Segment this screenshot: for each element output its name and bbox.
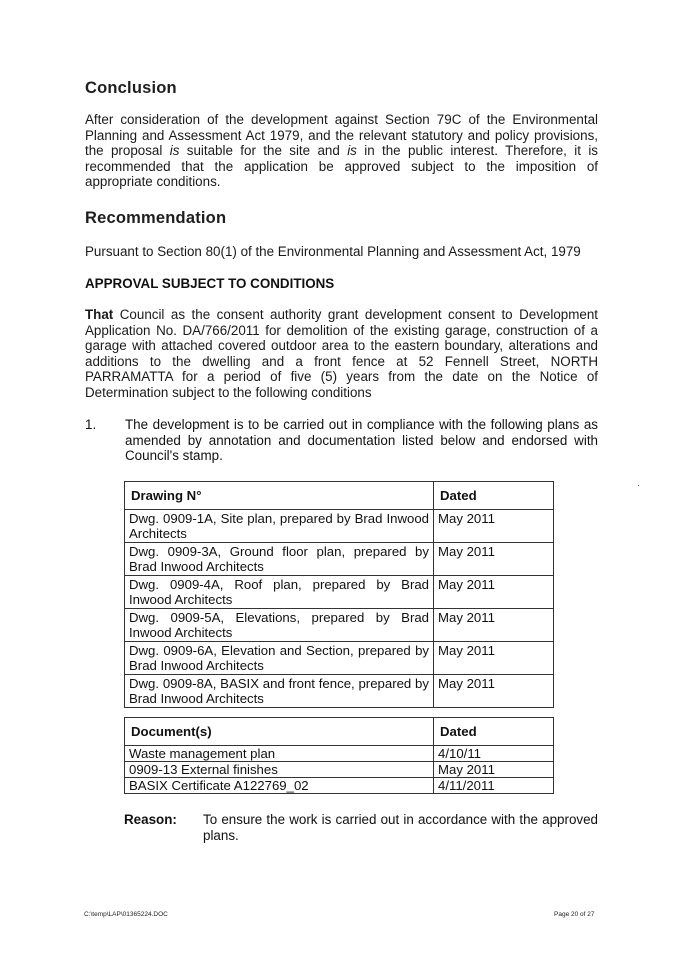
drawing-cell: Dwg. 0909-5A, Elevations, prepared by Brad Inwood Architects	[125, 609, 434, 642]
dated-cell: May 2011	[434, 642, 554, 675]
dated-cell: May 2011	[434, 609, 554, 642]
table-row	[125, 510, 554, 543]
table-row	[125, 543, 554, 576]
table-row	[125, 778, 554, 794]
header-drawing-no: Drawing N°	[125, 482, 434, 510]
dated-cell: May 2011	[434, 762, 554, 778]
reason-label: Reason:	[124, 812, 177, 827]
dated-cell: 4/11/2011	[434, 778, 554, 794]
consent-text: Council as the consent authority grant development consent to Development Application No. DA/766/2011 for demolition of the existing garage, construction of a garage with attached covered outdoor area to the eastern boundary, alterations and additions to the dwelling and a front fence at 52 Fennell Street, NORTH PARRAMATTA for a period of five (5) years from the date on the Notice of Determination subject to the following conditions	[85, 307, 598, 400]
table-header-row	[125, 718, 554, 746]
footer-file-path: C:\temp\LAP\01365224.DOC	[84, 911, 168, 918]
table-row	[125, 746, 554, 762]
condition-number: 1.	[85, 417, 97, 432]
reason-text: To ensure the work is carried out in accordance with the approved plans.	[203, 812, 598, 843]
drawing-cell: Dwg. 0909-3A, Ground floor plan, prepared by Brad Inwood Architects	[125, 543, 434, 576]
recommendation-heading: Recommendation	[85, 209, 227, 227]
table-row	[125, 675, 554, 708]
drawing-cell: Dwg. 0909-1A, Site plan, prepared by Brad Inwood Architects	[125, 510, 434, 543]
drawing-cell: Dwg. 0909-8A, BASIX and front fence, prepared by Brad Inwood Architects	[125, 675, 434, 708]
dated-cell: May 2011	[434, 510, 554, 543]
table-row	[125, 576, 554, 609]
document-cell: BASIX Certificate A122769_02	[125, 778, 434, 794]
drawing-cell: Dwg. 0909-6A, Elevation and Section, prepared by Brad Inwood Architects	[125, 642, 434, 675]
header-dated: Dated	[434, 718, 554, 746]
consent-paragraph	[85, 307, 598, 401]
dated-cell: May 2011	[434, 543, 554, 576]
drawing-cell: Dwg. 0909-4A, Roof plan, prepared by Brad Inwood Architects	[125, 576, 434, 609]
table-row	[125, 609, 554, 642]
header-documents: Document(s)	[125, 718, 434, 746]
table-row	[125, 642, 554, 675]
condition-text: The development is to be carried out in compliance with the following plans as amended by annotation and documentation listed below and endorsed with Council's stamp.	[125, 417, 598, 464]
conclusion-heading: Conclusion	[85, 79, 177, 97]
document-cell: Waste management plan	[125, 746, 434, 762]
documents-table	[124, 717, 554, 794]
footer-page-number: Page 20 of 27	[554, 911, 595, 918]
document-cell: 0909-13 External finishes	[125, 762, 434, 778]
dated-cell: 4/10/11	[434, 746, 554, 762]
that-bold: That	[85, 307, 114, 322]
conclusion-text: After consideration of the development against Section 79C of the Environmental Planning and Assessment Act 1979, and the relevant statutory and policy provisions, the proposal is suitable for the site and is in the public interest. Therefore, it is recommended that the application be approved subject to the imposition of appropriate conditions.	[85, 112, 598, 190]
drawings-table	[124, 481, 554, 708]
header-dated: Dated	[434, 482, 554, 510]
dated-cell: May 2011	[434, 576, 554, 609]
table-header-row	[125, 482, 554, 510]
table-row	[125, 762, 554, 778]
dated-cell: May 2011	[434, 675, 554, 708]
approval-subheading: APPROVAL SUBJECT TO CONDITIONS	[85, 276, 335, 291]
scan-speck	[638, 485, 639, 486]
pursuant-text: Pursuant to Section 80(1) of the Environmental Planning and Assessment Act, 1979	[85, 244, 581, 259]
